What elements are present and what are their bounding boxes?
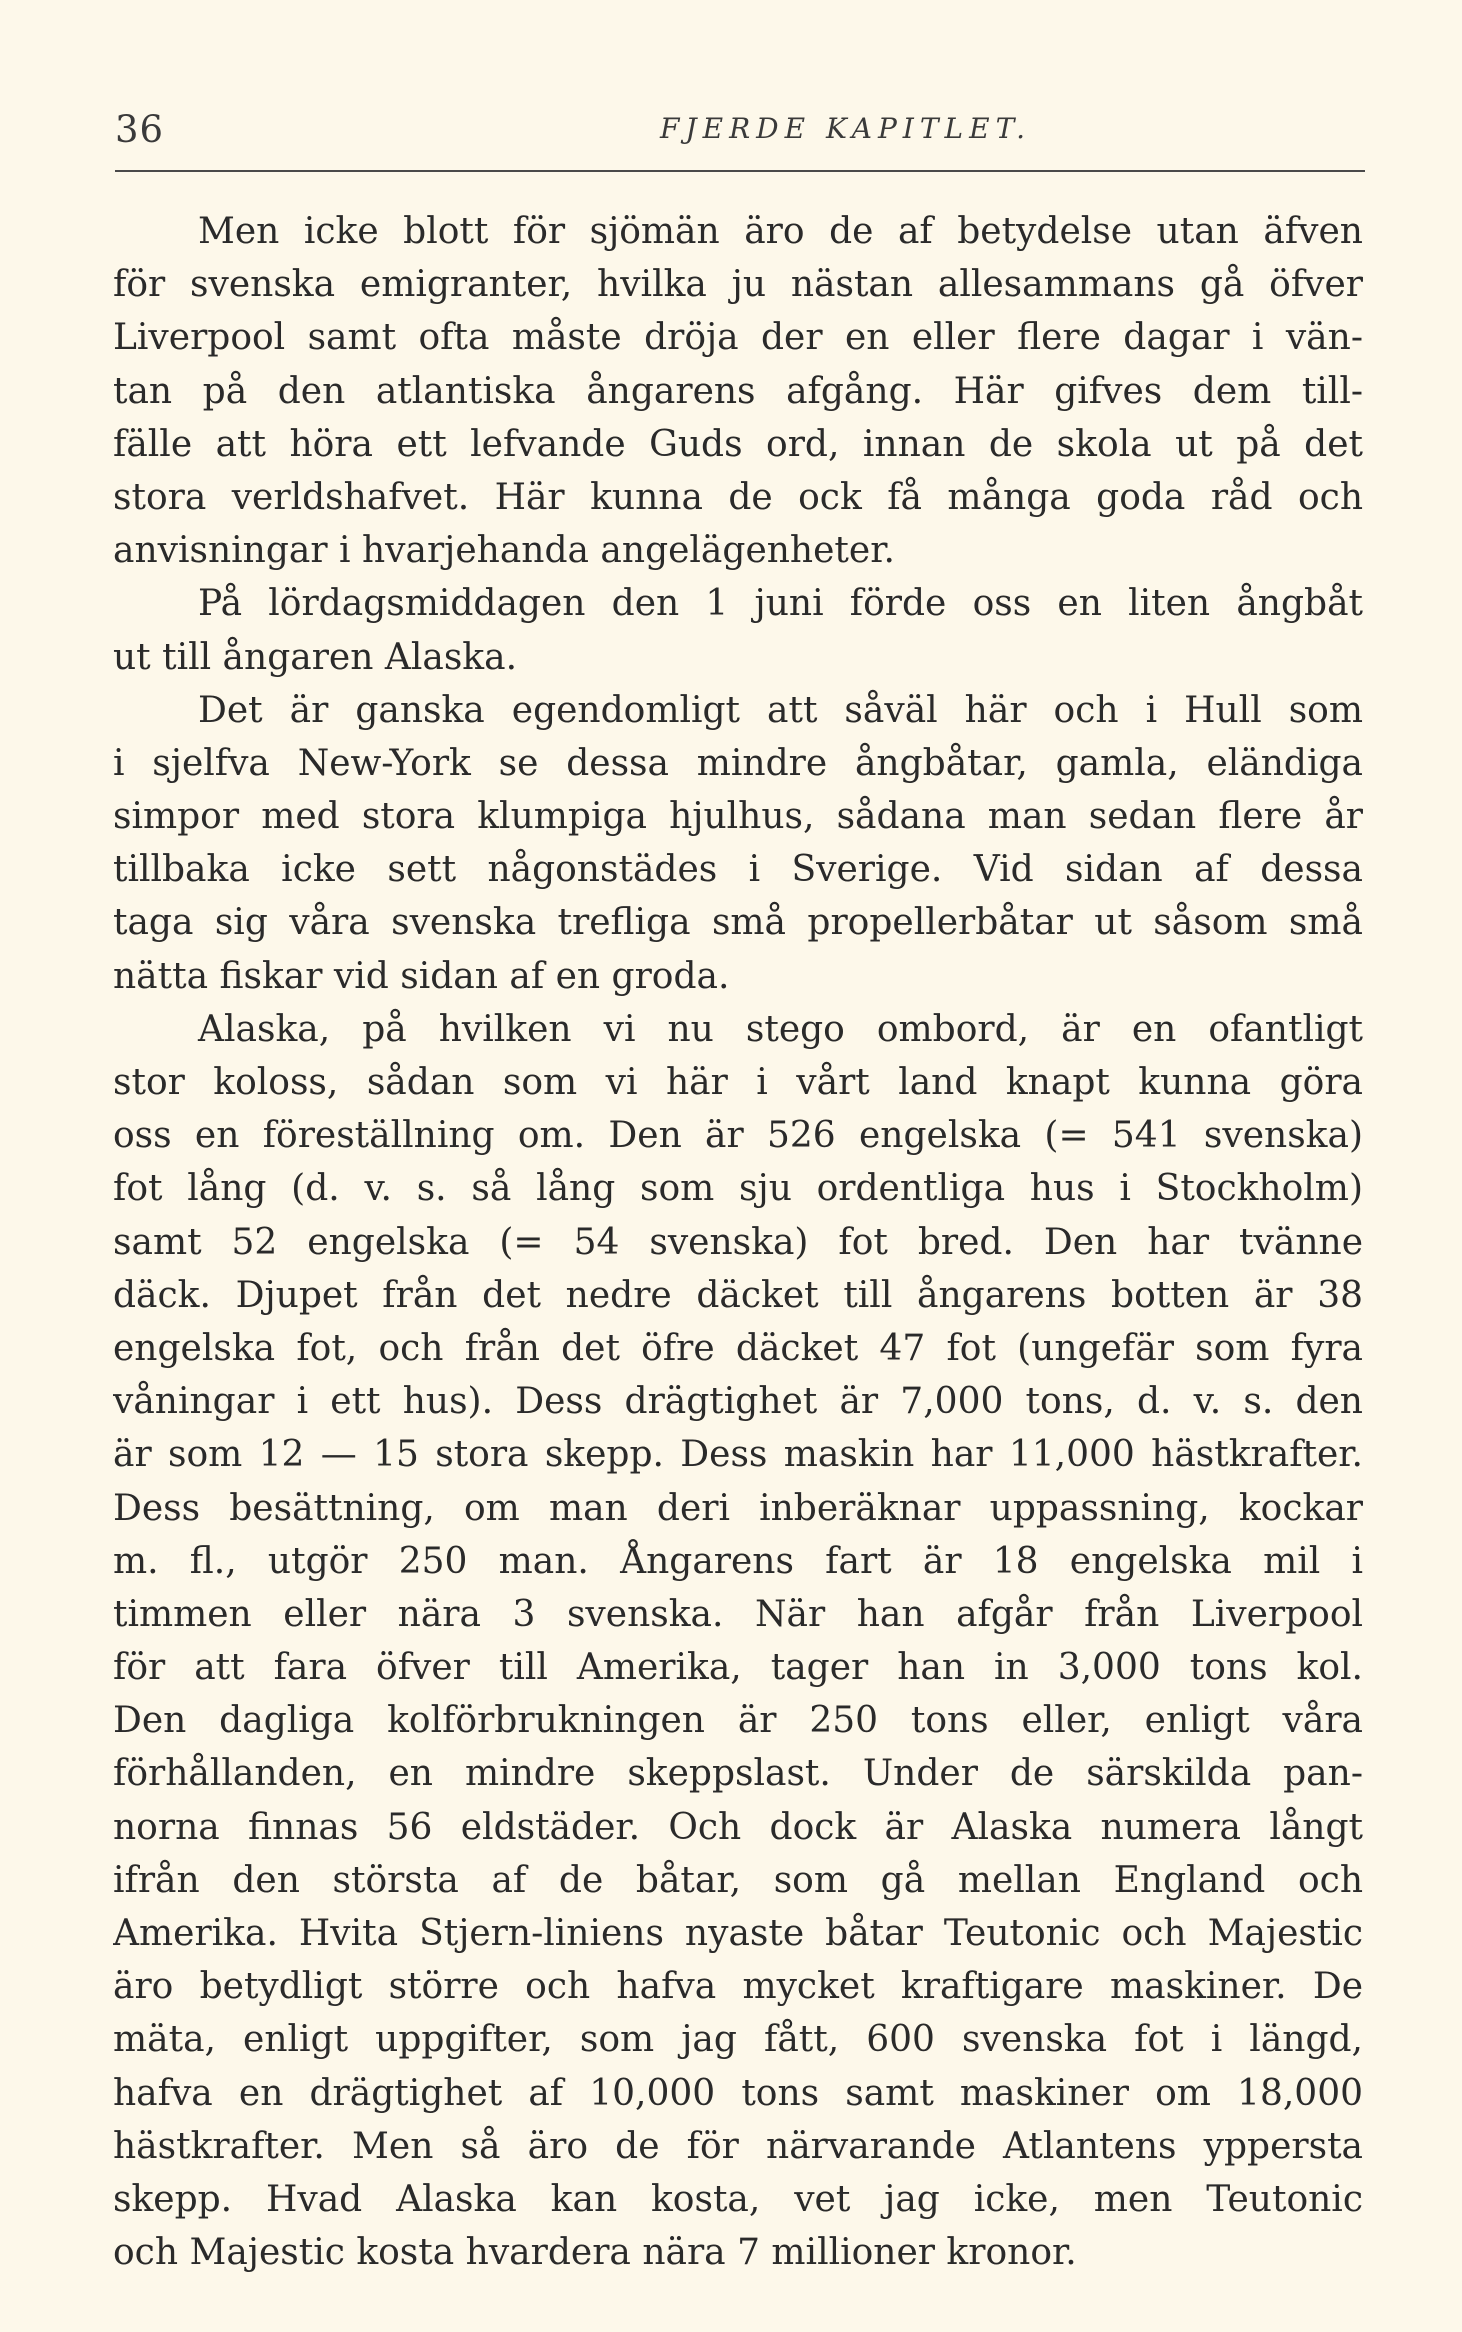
- text-line: mäta, enligt uppgifter, som jag fått, 600 svenska fot i längd,: [113, 2019, 1363, 2061]
- text-line: stora verldshafvet. Här kunna de ock få många goda råd och: [113, 476, 1363, 518]
- running-head: FJERDE KAPITLET.: [660, 112, 1032, 145]
- text-line: m. fl., utgör 250 man. Ångarens fart är 18 engelska mil i: [113, 1540, 1363, 1582]
- text-line: engelska fot, och från det öfre däcket 47 fot (ungefär som fyra: [113, 1327, 1363, 1369]
- text-line: nätta fiskar vid sidan af en groda.: [113, 955, 730, 997]
- text-line: fot lång (d. v. s. så lång som sju ordentliga hus i Stockholm): [113, 1168, 1363, 1210]
- text-line: hafva en drägtighet af 10,000 tons samt maskiner om 18,000: [113, 2072, 1363, 2114]
- text-line: tillbaka icke sett någonstädes i Sverige. Vid sidan af dessa: [113, 849, 1363, 891]
- text-line: Men icke blott för sjömän äro de af betydelse utan äfven: [198, 211, 1363, 252]
- text-line: timmen eller nära 3 svenska. När han afgår från Liverpool: [113, 1593, 1363, 1635]
- text-line: tan på den atlantiska ångarens afgång. Här gifves dem till-: [113, 370, 1363, 412]
- text-line: ifrån den största af de båtar, som gå mellan England och: [113, 1859, 1363, 1901]
- text-line: Alaska, på hvilken vi nu stego ombord, är en ofantligt: [198, 1008, 1363, 1050]
- text-line: simpor med stora klumpiga hjulhus, sådana man sedan flere år: [113, 796, 1363, 838]
- text-line: däck. Djupet från det nedre däcket till ångarens botten är 38: [113, 1274, 1363, 1316]
- text-line: På lördagsmiddagen den 1 juni förde oss en liten ångbåt: [198, 583, 1363, 625]
- text-line: samt 52 engelska (= 54 svenska) fot bred. Den har tvänne: [113, 1221, 1363, 1263]
- body-text: [113, 205, 1363, 2279]
- text-line: förhållanden, en mindre skeppslast. Under de särskilda pan-: [113, 1753, 1363, 1795]
- text-line: äro betydligt större och hafva mycket kraftigare maskiner. De: [113, 1966, 1363, 2008]
- text-line: norna finnas 56 eldstäder. Och dock är Alaska numera långt: [113, 1806, 1363, 1848]
- text-line: stor koloss, sådan som vi här i vårt land knapt kunna göra: [113, 1062, 1363, 1103]
- header-rule: [115, 170, 1365, 172]
- text-line: anvisningar i hvarjehanda angelägenheter.: [113, 530, 895, 572]
- text-line: taga sig våra svenska trefliga små propellerbåtar ut såsom små: [113, 902, 1363, 944]
- text-line: är som 12 — 15 stora skepp. Dess maskin har 11,000 hästkrafter.: [113, 1434, 1363, 1476]
- text-line: Dess besättning, om man deri inberäknar uppassning, kockar: [113, 1487, 1363, 1529]
- text-line: hästkrafter. Men så äro de för närvarande Atlantens yppersta: [113, 2125, 1363, 2167]
- text-line: och Majestic kosta hvardera nära 7 millioner kronor.: [113, 2232, 1077, 2274]
- text-line: ut till ångaren Alaska.: [113, 636, 518, 678]
- text-line: skepp. Hvad Alaska kan kosta, vet jag icke, men Teutonic: [113, 2178, 1363, 2220]
- text-line: våningar i ett hus). Dess drägtighet är 7,000 tons, d. v. s. den: [113, 1381, 1363, 1423]
- text-line: Liverpool samt ofta måste dröja der en eller flere dagar i vän-: [113, 317, 1363, 359]
- text-line: för att fara öfver till Amerika, tager han in 3,000 tons kol.: [113, 1647, 1363, 1689]
- page-number: 36: [115, 108, 165, 151]
- text-line: oss en föreställning om. Den är 526 engelska (= 541 svenska): [113, 1115, 1363, 1157]
- text-line: fälle att höra ett lefvande Guds ord, innan de skola ut på det: [113, 423, 1363, 465]
- text-line: Amerika. Hvita Stjern-liniens nyaste båtar Teutonic och Majestic: [113, 1913, 1363, 1954]
- page-header: [115, 108, 1365, 158]
- text-line: Det är ganska egendomligt att såväl här och i Hull som: [198, 689, 1363, 731]
- text-line: i sjelfva New-York se dessa mindre ångbåtar, gamla, eländiga: [113, 742, 1363, 784]
- text-line: för svenska emigranter, hvilka ju nästan allesammans gå öfver: [113, 264, 1363, 306]
- text-line: Den dagliga kolförbrukningen är 250 tons eller, enligt våra: [113, 1700, 1363, 1742]
